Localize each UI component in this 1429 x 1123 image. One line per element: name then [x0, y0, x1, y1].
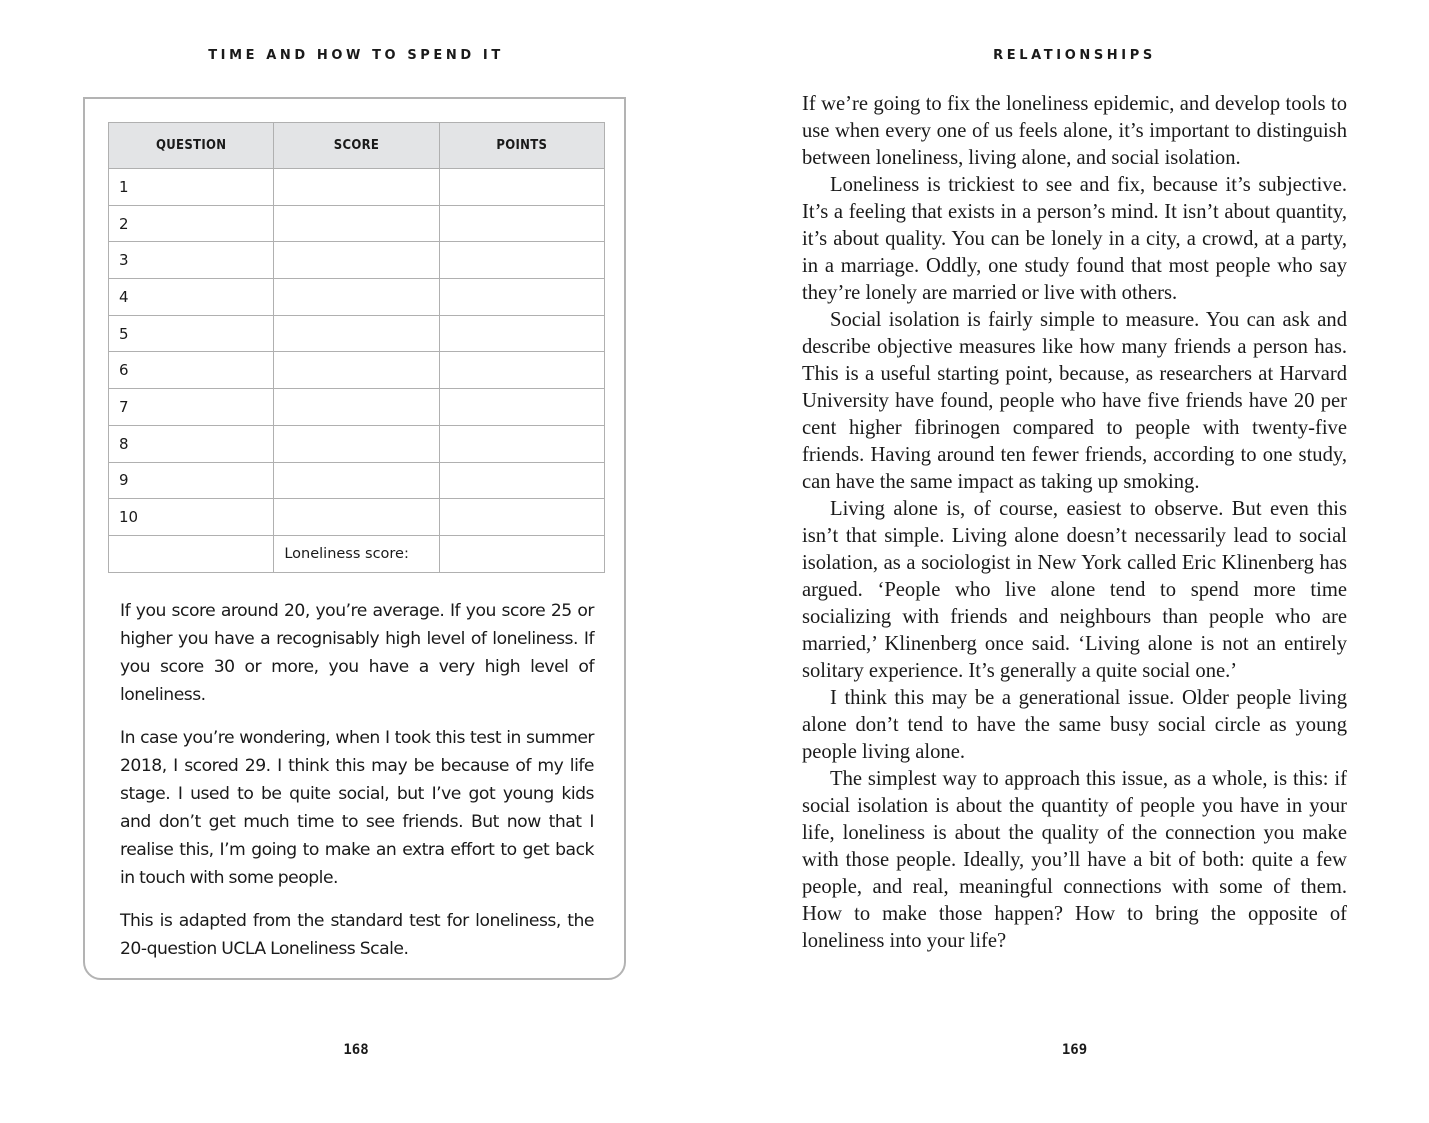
score-cell [274, 389, 439, 426]
question-number: 7 [109, 389, 274, 426]
running-head-right: RELATIONSHIPS [993, 48, 1156, 63]
loneliness-score-label: Loneliness score: [274, 535, 439, 572]
paragraph: Loneliness is trickiest to see and fix, because it’s subjective. It’s a feeling that exists in a person’s mind. It isn’t about quantity, it’s about quality. You can be lonely in a city, a crowd, at a party, in a marriage. Oddly, one study found that most people who say they’re lonely are married or live with others. [802, 174, 1347, 304]
table-row [109, 169, 605, 206]
paragraph: The simplest way to approach this issue, as a whole, is this: if social isolation is about the quantity of people you have in your life, loneliness is about the quality of the connection you make with those people. Ideally, you’ll have a bit of both: quite a few people, and real, meaningful connections with some of them. How to make those happen? How to bring the opposite of loneliness into your life? [802, 768, 1347, 952]
table-header-row [109, 123, 605, 169]
paragraph: I think this may be a generational issue. Older people living alone don’t tend to have the same busy social circle as young people living alone. [802, 687, 1347, 763]
score-cell [274, 499, 439, 536]
table-row [109, 315, 605, 352]
source-note-paragraph: This is adapted from the standard test for loneliness, the 20-question UCLA Loneliness Scale. [120, 911, 594, 959]
question-number: 1 [109, 169, 274, 206]
points-cell [439, 169, 604, 206]
question-number: 9 [109, 462, 274, 499]
loneliness-test-box [83, 97, 626, 980]
question-number: 5 [109, 315, 274, 352]
table-total-row [109, 535, 605, 572]
score-cell [274, 462, 439, 499]
score-cell [274, 425, 439, 462]
scoring-guide-paragraph: If you score around 20, you’re average. If you score 25 or higher you have a recognisably high level of loneliness. If you score 30 or more, you have a very high level of loneliness. [120, 601, 594, 705]
table-row [109, 425, 605, 462]
table-row [109, 462, 605, 499]
table-row [109, 352, 605, 389]
question-number: 6 [109, 352, 274, 389]
paragraph: If we’re going to fix the loneliness epidemic, and develop tools to use when every one of us feels alone, it’s important to distinguish between loneliness, living alone, and social isolation. [802, 93, 1347, 169]
right-page [714, 0, 1429, 1123]
points-cell [439, 425, 604, 462]
question-number: 2 [109, 205, 274, 242]
table-row [109, 205, 605, 242]
score-cell [274, 315, 439, 352]
body-text [802, 91, 1347, 955]
question-number: 3 [109, 242, 274, 279]
table-row [109, 389, 605, 426]
question-number: 4 [109, 279, 274, 316]
page-number-right: 169 [1061, 1042, 1088, 1058]
question-number: 10 [109, 499, 274, 536]
points-cell [439, 389, 604, 426]
score-cell [274, 169, 439, 206]
points-cell [439, 315, 604, 352]
points-cell [439, 205, 604, 242]
column-header-points: POINTS [439, 123, 604, 169]
column-header-score: SCORE [274, 123, 439, 169]
points-cell [439, 352, 604, 389]
running-head-left: TIME AND HOW TO SPEND IT [208, 48, 504, 63]
table-row [109, 499, 605, 536]
page-number-left: 168 [343, 1042, 369, 1058]
paragraph: Living alone is, of course, easiest to observe. But even this isn’t that simple. Living alone doesn’t necessarily lead to social isolation, as a sociologist in New York called Eric Klinenberg has argued. ‘People who live alone tend to spend more time socializing with friends and neighbours than people who are married,’ Klinenberg once said. ‘Living alone is not an entirely solitary experience. It’s generally a quite social one.’ [802, 498, 1347, 682]
points-cell [439, 499, 604, 536]
points-cell [439, 279, 604, 316]
paragraph: Social isolation is fairly simple to measure. You can ask and describe objective measures like how many friends a person has. This is a useful starting point, because, as researchers at Harvard University have found, people who have five friends have 20 per cent higher fibrinogen compared to people with twenty-five friends. Having around ten fewer friends, according to one study, can have the same impact as taking up smoking. [802, 309, 1347, 493]
author-result-paragraph: In case you’re wondering, when I took this test in summer 2018, I scored 29. I think this may be because of my life stage. I used to be quite social, but I’ve got young kids and don’t get much time to see friends. But now that I realise this, I’m going to make an extra effort to get back in touch with some people. [120, 728, 594, 888]
table-row [109, 242, 605, 279]
points-cell [439, 242, 604, 279]
left-page [0, 0, 714, 1123]
box-commentary [120, 597, 594, 978]
empty-cell [109, 535, 274, 572]
table-row [109, 279, 605, 316]
points-cell [439, 462, 604, 499]
loneliness-score-table [108, 122, 605, 573]
score-cell [274, 279, 439, 316]
loneliness-score-value [439, 535, 604, 572]
question-number: 8 [109, 425, 274, 462]
score-cell [274, 205, 439, 242]
score-cell [274, 242, 439, 279]
column-header-question: QUESTION [109, 123, 274, 169]
score-cell [274, 352, 439, 389]
